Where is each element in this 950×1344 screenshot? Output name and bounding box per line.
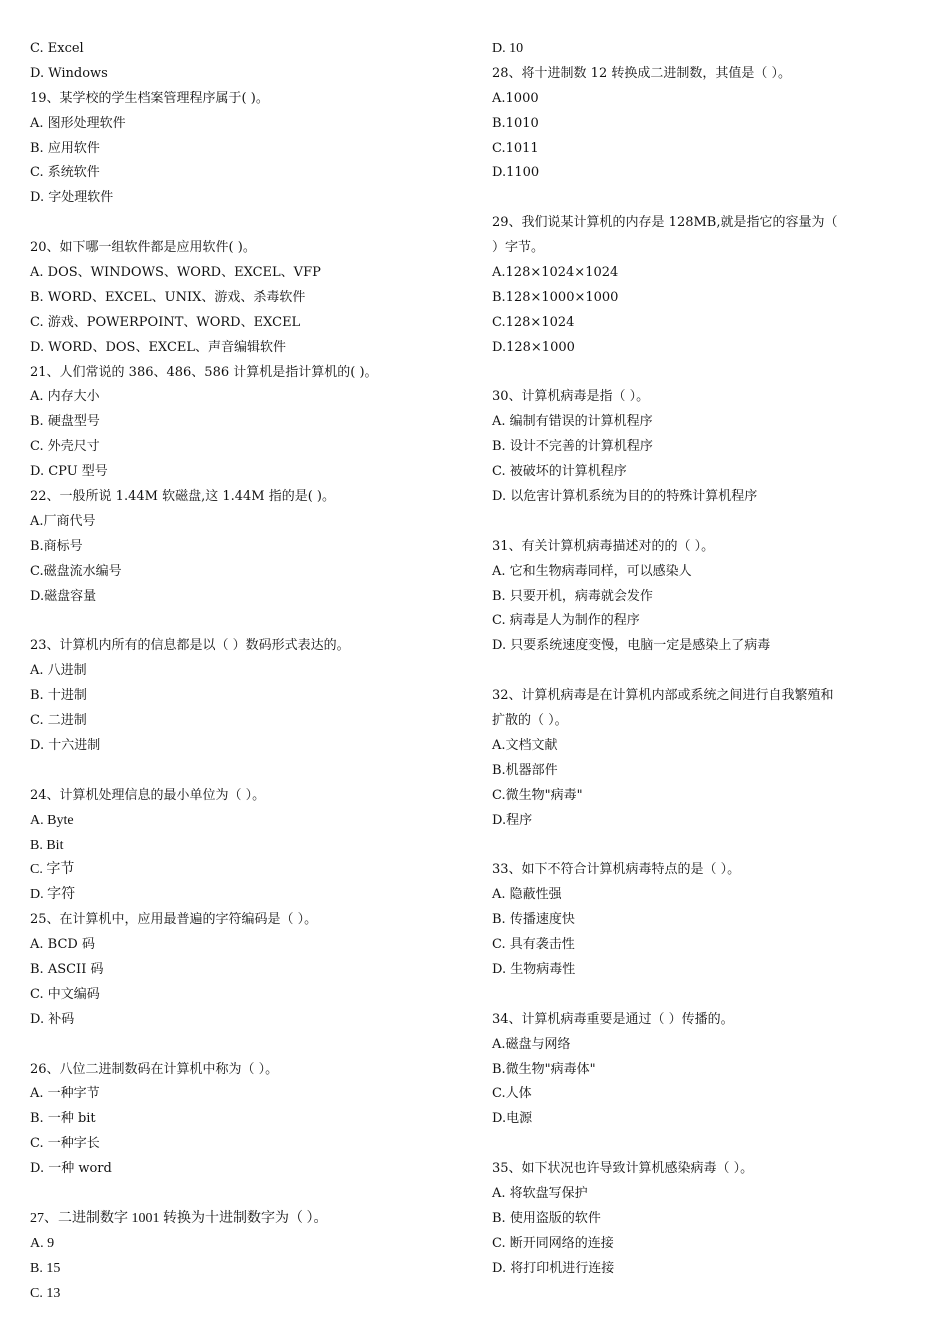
answer-option: C. 外壳尺寸 xyxy=(30,439,100,455)
answer-option: B. 只要开机，病毒就会发作 xyxy=(492,588,653,604)
answer-option: B. 15 xyxy=(30,1260,61,1276)
answer-option: D.128×1000 xyxy=(492,339,575,355)
answer-option: A. 9 xyxy=(30,1235,55,1251)
answer-option: 扩散的（ ）。 xyxy=(492,713,568,729)
blank-line xyxy=(492,1132,932,1157)
answer-option: C. 病毒是人为制作的程序 xyxy=(492,613,640,629)
answer-option: A. 八进制 xyxy=(30,663,87,679)
answer-option: A.1000 xyxy=(492,90,539,106)
answer-option: C. 字节 xyxy=(30,862,75,878)
answer-option: C. 一种字长 xyxy=(30,1136,100,1152)
answer-option: B. 设计不完善的计算机程序 xyxy=(492,439,653,455)
answer-option: C.人体 xyxy=(492,1086,532,1102)
answer-option: D. 生物病毒性 xyxy=(492,961,576,977)
question-text: 35、如下状况也许导致计算机感染病毒（ ）。 xyxy=(492,1161,754,1177)
question-text: 19、某学校的学生档案管理程序属于( )。 xyxy=(30,90,269,106)
left-column xyxy=(30,37,470,1306)
question-text: 20、如下哪一组软件都是应用软件( )。 xyxy=(30,240,256,256)
question-text: 21、人们常说的 386、486、586 计算机是指计算机的( )。 xyxy=(30,364,378,380)
blank-line xyxy=(30,1182,470,1207)
answer-option: D. WORD、DOS、EXCEL、声音编辑软件 xyxy=(30,339,287,355)
answer-option: A.文档文献 xyxy=(492,737,558,753)
question-text: 29、我们说某计算机的内存是 128MB,就是指它的容量为（ xyxy=(492,215,838,231)
blank-line xyxy=(492,834,932,859)
answer-option: C. 断开同网络的连接 xyxy=(492,1235,614,1251)
answer-option: D. Windows xyxy=(30,65,108,81)
answer-option: B. 传播速度快 xyxy=(492,912,575,928)
answer-option: D. 一种 word xyxy=(30,1161,112,1177)
answer-option: A.厂商代号 xyxy=(30,513,96,529)
answer-option: D. 十六进制 xyxy=(30,737,101,753)
answer-option: D. 只要系统速度变慢，电脑一定是感染上了病毒 xyxy=(492,638,771,654)
answer-option: B. 十进制 xyxy=(30,688,87,704)
answer-option: A. BCD 码 xyxy=(30,937,95,953)
blank-line xyxy=(30,1033,470,1058)
question-text: 26、八位二进制数码在计算机中称为（ ）。 xyxy=(30,1061,279,1077)
answer-option: D.程序 xyxy=(492,812,533,828)
blank-line xyxy=(30,759,470,784)
answer-option: D. 将打印机进行连接 xyxy=(492,1260,615,1276)
answer-option: C. 系统软件 xyxy=(30,165,100,181)
answer-option: C.磁盘流水编号 xyxy=(30,563,122,579)
blank-line xyxy=(492,983,932,1008)
answer-option: A. 一种字节 xyxy=(30,1086,100,1102)
answer-option: C. 具有袭击性 xyxy=(492,937,575,953)
question-text: 31、有关计算机病毒描述对的的（ ）。 xyxy=(492,538,715,554)
blank-line xyxy=(492,659,932,684)
answer-option: C. 13 xyxy=(30,1285,61,1301)
answer-option: A. 图形处理软件 xyxy=(30,115,126,131)
answer-option: A.磁盘与网络 xyxy=(492,1036,571,1052)
answer-option: A. 隐蔽性强 xyxy=(492,887,562,903)
question-text: 34、计算机病毒重要是通过（ ）传播的。 xyxy=(492,1011,734,1027)
answer-option: D. CPU 型号 xyxy=(30,464,108,480)
answer-option: C.微生物"病毒" xyxy=(492,787,583,803)
answer-option: C.128×1024 xyxy=(492,314,575,330)
answer-option: A. 它和生物病毒同样，可以感染人 xyxy=(492,563,692,579)
blank-line xyxy=(492,510,932,535)
answer-option: C. 二进制 xyxy=(30,713,87,729)
answer-option: A.128×1024×1024 xyxy=(492,265,619,281)
answer-option: B.1010 xyxy=(492,115,539,131)
answer-option: D.1100 xyxy=(492,165,540,181)
answer-option: B. WORD、EXCEL、UNIX、游戏、杀毒软件 xyxy=(30,289,306,305)
question-text: 24、计算机处理信息的最小单位为（ ）。 xyxy=(30,787,266,803)
question-text: 25、在计算机中，应用最普遍的字符编码是（ ）。 xyxy=(30,912,318,928)
answer-option: D. 以危害计算机系统为目的的特殊计算机程序 xyxy=(492,489,758,505)
question-text: 32、计算机病毒是在计算机内部或系统之间进行自我繁殖和 xyxy=(492,688,834,704)
question-text: 22、一般所说 1.44M 软磁盘,这 1.44M 指的是( )。 xyxy=(30,489,335,505)
answer-option: C.1011 xyxy=(492,140,539,156)
answer-option: D.磁盘容量 xyxy=(30,588,97,604)
question-text: 33、如下不符合计算机病毒特点的是（ ）。 xyxy=(492,862,741,878)
answer-option: ）字节。 xyxy=(492,240,545,256)
blank-line xyxy=(492,361,932,386)
blank-line xyxy=(30,211,470,236)
answer-option: B. 一种 bit xyxy=(30,1111,96,1127)
answer-option: A. 将软盘写保护 xyxy=(492,1185,588,1201)
question-text: 30、计算机病毒是指（ ）。 xyxy=(492,389,650,405)
answer-option: B. ASCII 码 xyxy=(30,961,104,977)
answer-option: A. Byte xyxy=(30,812,74,828)
question-text: 28、将十进制数 12 转换成二进制数，其值是（ ）。 xyxy=(492,65,791,81)
answer-option: A. 编制有错误的计算机程序 xyxy=(492,414,653,430)
answer-option: D. 字处理软件 xyxy=(30,190,114,206)
answer-option: C. 中文编码 xyxy=(30,986,100,1002)
answer-option: B. 硬盘型号 xyxy=(30,414,100,430)
answer-option: C. 被破坏的计算机程序 xyxy=(492,464,627,480)
answer-option: D. 补码 xyxy=(30,1011,75,1027)
blank-line xyxy=(30,609,470,634)
answer-option: A. DOS、WINDOWS、WORD、EXCEL、VFP xyxy=(30,265,321,281)
answer-option: C. 游戏、POWERPOINT、WORD、EXCEL xyxy=(30,314,301,330)
answer-option: C. Excel xyxy=(30,41,84,56)
answer-option: D.电源 xyxy=(492,1111,533,1127)
question-text: 23、计算机内所有的信息都是以（ ）数码形式表达的。 xyxy=(30,638,350,654)
right-column xyxy=(492,37,932,1282)
answer-option: B. 应用软件 xyxy=(30,140,100,156)
answer-option: B.机器部件 xyxy=(492,762,558,778)
answer-option: A. 内存大小 xyxy=(30,389,100,405)
answer-option: B.128×1000×1000 xyxy=(492,289,619,305)
answer-option: D. 字符 xyxy=(30,887,76,903)
answer-option: D. 10 xyxy=(492,41,524,56)
answer-option: B. Bit xyxy=(30,837,64,853)
question-text: 27、二进制数字 1001 转换为十进制数字为（ ）。 xyxy=(30,1210,328,1226)
answer-option: B.商标号 xyxy=(30,538,83,554)
answer-option: B.微生物"病毒体" xyxy=(492,1061,596,1077)
answer-option: B. 使用盗版的软件 xyxy=(492,1210,601,1226)
blank-line xyxy=(492,186,932,211)
